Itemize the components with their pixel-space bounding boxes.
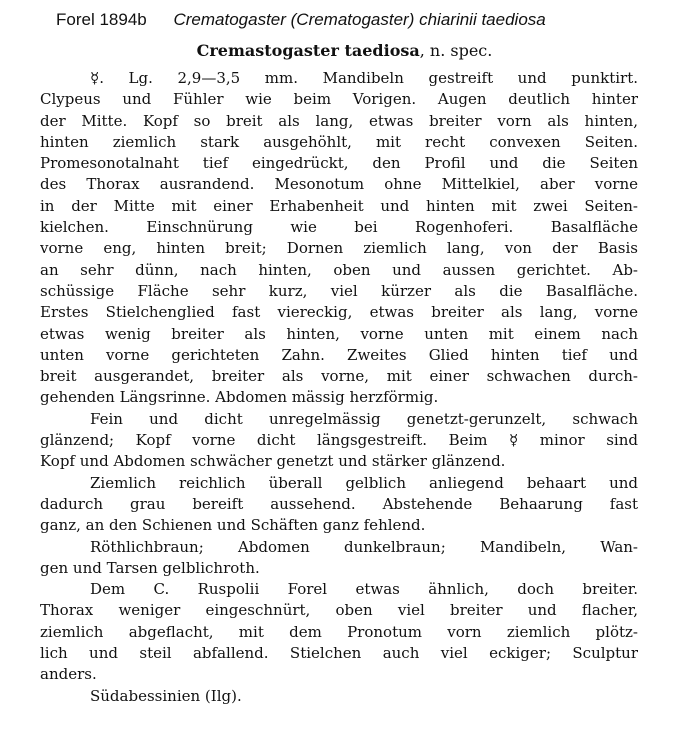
text-line: Kopf und Abdomen schwächer genetzt und stärker glänzend. [40, 452, 506, 471]
text-line: Erstes Stielchenglied fast viereckig, etwas breiter als lang, vorne [40, 303, 638, 322]
text-line: dadurch grau bereift aussehend. Abstehende Behaarung fast [40, 494, 638, 513]
text-line: des Thorax ausrandend. Mesonotum ohne Mittelkiel, aber vorne [40, 175, 638, 194]
species-title [0, 41, 689, 60]
text-line: gen und Tarsen gelblichroth. [40, 558, 260, 577]
text-line: Fein und dicht unregelmässig genetzt-gerunzelt, schwach [90, 409, 638, 428]
text-line: unten vorne gerichteten Zahn. Zweites Glied hinten tief und [40, 345, 638, 364]
text-line: der Mitte. Kopf so breit als lang, etwas breiter vorn als hinten, [40, 111, 638, 130]
text-line: an sehr dünn, nach hinten, oben und aussen gerichtet. Ab- [40, 260, 638, 279]
text-line: Südabessinien (Ilg). [90, 686, 242, 705]
text-line: ganz, an den Schienen und Schäften ganz fehlend. [40, 516, 426, 535]
text-line: Thorax weniger eingeschnürt, oben viel breiter und flacher, [40, 601, 638, 620]
text-line: etwas wenig breiter als hinten, vorne unten mit einem nach [40, 324, 638, 343]
text-line: schüssige Fläche sehr kurz, viel kürzer als die Basalfläche. [40, 281, 638, 300]
text-line: glänzend; Kopf vorne dicht längsgestreift. Beim ☿ minor sind [40, 431, 638, 450]
text-line: Dem C. Ruspolii Forel etwas ähnlich, doch breiter. [90, 580, 638, 599]
text-line: hinten ziemlich stark ausgehöhlt, mit recht convexen Seiten. [40, 132, 638, 151]
text-line: vorne eng, hinten breit; Dornen ziemlich lang, von der Basis [40, 239, 638, 258]
description-text [40, 68, 638, 707]
text-line: in der Mitte mit einer Erhabenheit und hinten mit zwei Seiten- [40, 196, 638, 215]
taxon-name: Crematogaster (Crematogaster) chiarinii taediosa [173, 10, 546, 29]
text-line: anders. [40, 665, 97, 684]
text-line: lich und steil abfallend. Stielchen auch viel eckiger; Sculptur [40, 644, 638, 663]
text-line: kielchen. Einschnürung wie bei Rogenhoferi. Basalfläche [40, 218, 638, 237]
page-header [56, 10, 676, 30]
text-line: Clypeus und Fühler wie beim Vorigen. Augen deutlich hinter [40, 90, 638, 109]
species-title-suffix: , n. spec. [419, 41, 493, 60]
text-line: Ziemlich reichlich überall gelblich anliegend behaart und [90, 473, 638, 492]
species-title-name: Cremastogaster taediosa [196, 41, 420, 60]
text-line: Promesonotalnaht tief eingedrückt, den Profil und die Seiten [40, 154, 638, 173]
text-line: ziemlich abgeflacht, mit dem Pronotum vorn ziemlich plötz- [40, 622, 638, 641]
text-line: gehenden Längsrinne. Abdomen mässig herzförmig. [40, 388, 439, 407]
text-line: Röthlichbraun; Abdomen dunkelbraun; Mandibeln, Wan- [90, 537, 638, 556]
citation-label: Forel 1894b [56, 10, 147, 29]
text-line: breit ausgerandet, breiter als vorne, mit einer schwachen durch- [40, 367, 638, 386]
text-line: ☿. Lg. 2,9—3,5 mm. Mandibeln gestreift und punktirt. [90, 69, 638, 87]
